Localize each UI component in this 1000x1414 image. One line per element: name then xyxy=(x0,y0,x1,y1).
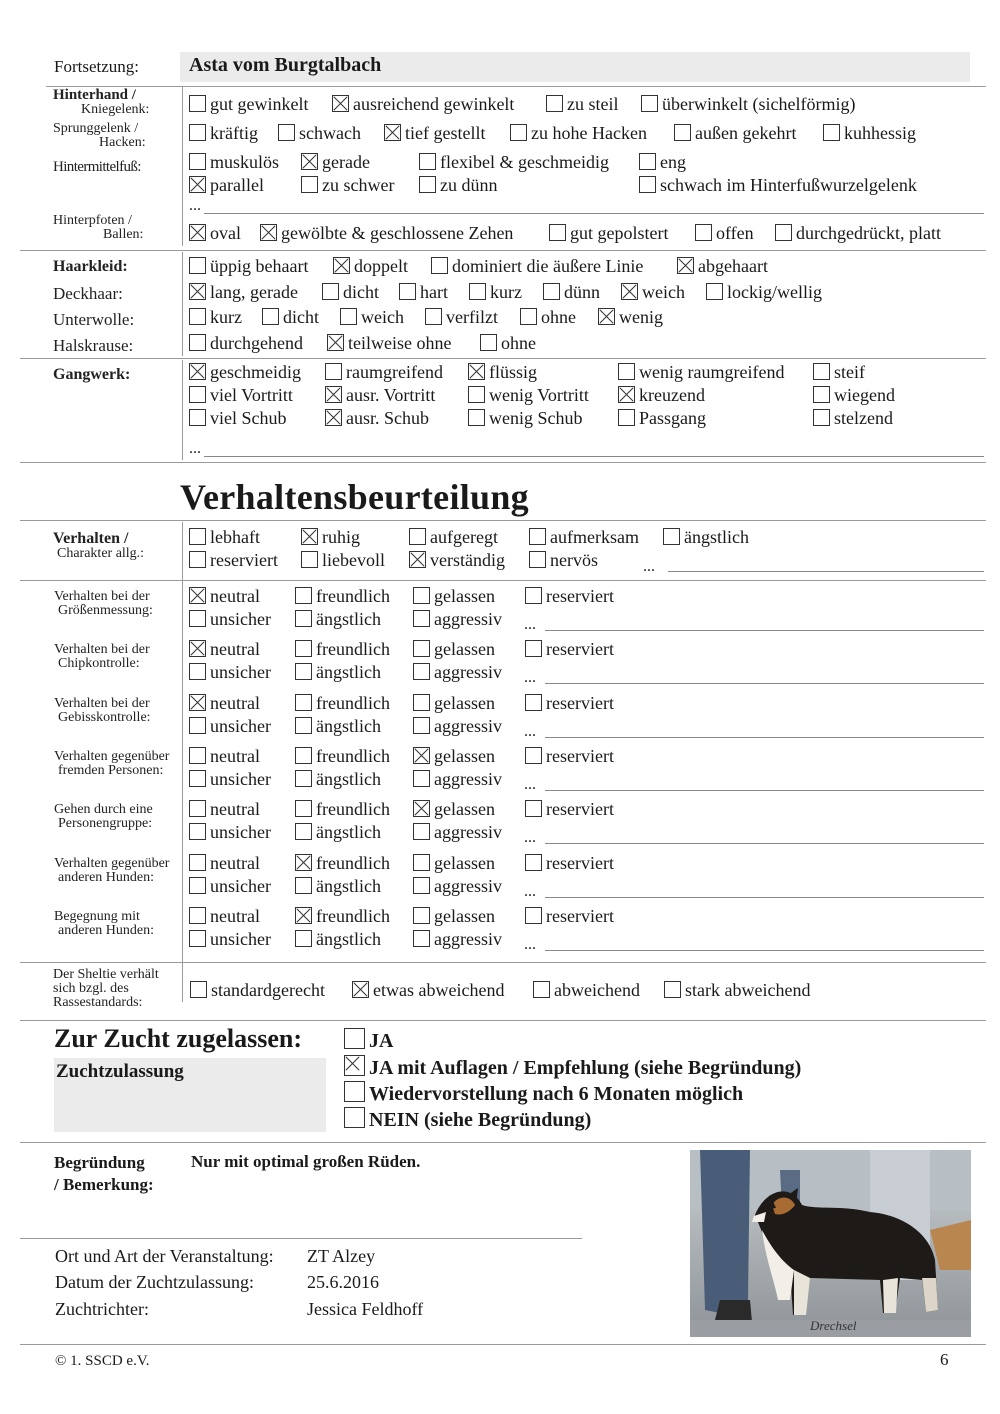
haar-opt-4[interactable]: abgehaart xyxy=(677,256,768,276)
gang-opt-10[interactable]: wiegend xyxy=(813,385,895,405)
checkbox[interactable] xyxy=(413,800,430,817)
checkbox[interactable] xyxy=(295,907,312,924)
checkbox[interactable] xyxy=(520,308,537,325)
richter-label: Zuchtrichter: xyxy=(55,1299,149,1319)
deck-opt-1[interactable]: lang, gerade xyxy=(189,282,298,302)
checkbox[interactable] xyxy=(543,283,560,300)
checkbox[interactable] xyxy=(674,124,691,141)
standard-opt-2[interactable]: etwas abweichend xyxy=(352,980,504,1000)
behavior-label: Verhalten bei der Gebisskontrolle: xyxy=(54,696,151,725)
mittelfuss-opt-2[interactable]: gerade xyxy=(301,152,370,172)
checkbox[interactable] xyxy=(189,124,206,141)
mittelfuss-opt-1[interactable]: muskulös xyxy=(189,152,279,172)
checkbox[interactable] xyxy=(189,640,206,657)
checkbox[interactable] xyxy=(333,257,350,274)
checkbox[interactable] xyxy=(639,176,656,193)
checkbox[interactable] xyxy=(301,551,318,568)
checkbox[interactable] xyxy=(663,528,680,545)
unter-opt-4[interactable]: verfilzt xyxy=(425,307,498,327)
checkbox[interactable] xyxy=(546,95,563,112)
behavior-option[interactable]: unsicher xyxy=(189,609,271,629)
checkbox[interactable] xyxy=(525,694,542,711)
checkbox[interactable] xyxy=(189,409,206,426)
checkbox[interactable] xyxy=(189,663,206,680)
pfoten-opt-4[interactable]: offen xyxy=(695,223,754,243)
behavior-option[interactable]: freundlich xyxy=(295,639,390,659)
dog-photo xyxy=(690,1150,971,1337)
unter-opt-1[interactable]: kurz xyxy=(189,307,242,327)
ellipsis: ... xyxy=(524,829,536,846)
deckhaar-label: Deckhaar: xyxy=(53,284,123,303)
begruendung-label: Begründung / Bemerkung: xyxy=(54,1153,154,1194)
checkbox[interactable] xyxy=(525,907,542,924)
gang-opt-2[interactable]: raumgreifend xyxy=(325,362,443,382)
checkbox[interactable] xyxy=(641,95,658,112)
mittelfuss-opt-4[interactable]: eng xyxy=(639,152,686,172)
checkbox[interactable] xyxy=(480,334,497,351)
behavior-option[interactable]: gelassen xyxy=(413,693,495,713)
checkbox[interactable] xyxy=(413,907,430,924)
behavior-option[interactable]: freundlich xyxy=(295,586,390,606)
hintermittelfuss-label: Hintermittelfuß: xyxy=(53,159,141,175)
behavior-option[interactable]: neutral xyxy=(189,906,260,926)
dog-name: Asta vom Burgtalbach xyxy=(189,54,382,76)
standard-opt-3[interactable]: abweichend xyxy=(533,980,640,1000)
checkbox[interactable] xyxy=(340,308,357,325)
sprung-opt-6[interactable]: kuhhessig xyxy=(823,123,916,143)
checkbox[interactable] xyxy=(189,386,206,403)
checkbox[interactable] xyxy=(413,770,430,787)
checkbox[interactable] xyxy=(189,747,206,764)
checkbox[interactable] xyxy=(344,1055,365,1076)
knie-opt-1[interactable]: gut gewinkelt xyxy=(189,94,308,114)
unterwolle-label: Unterwolle: xyxy=(53,310,135,329)
checkbox[interactable] xyxy=(413,640,430,657)
knie-opt-4[interactable]: überwinkelt (sichelförmig) xyxy=(641,94,855,114)
verhalten-opt-7[interactable]: liebevoll xyxy=(301,550,385,570)
checkbox[interactable] xyxy=(419,153,436,170)
behavior-option[interactable]: ängstlich xyxy=(295,876,381,896)
checkbox[interactable] xyxy=(295,610,312,627)
gang-opt-5[interactable]: steif xyxy=(813,362,865,382)
knie-opt-3[interactable]: zu steil xyxy=(546,94,619,114)
ellipsis: ... xyxy=(524,776,536,793)
checkbox[interactable] xyxy=(413,930,430,947)
checkbox[interactable] xyxy=(525,854,542,871)
checkbox[interactable] xyxy=(189,907,206,924)
ellipsis: ... xyxy=(643,558,655,575)
checkbox[interactable] xyxy=(413,877,430,894)
checkbox[interactable] xyxy=(189,334,206,351)
checkbox[interactable] xyxy=(301,176,318,193)
hals-opt-3[interactable]: ohne xyxy=(480,333,536,353)
behavior-option[interactable]: ängstlich xyxy=(295,769,381,789)
ort-value: ZT Alzey xyxy=(307,1246,376,1266)
gang-opt-7[interactable]: ausr. Vortritt xyxy=(325,385,435,405)
verhalten-label: Verhalten / Charakter allg.: xyxy=(53,530,145,561)
checkbox[interactable] xyxy=(189,770,206,787)
behavior-option[interactable]: reserviert xyxy=(525,906,614,926)
hinterhand-label: Hinterhand / Kniegelenk: xyxy=(53,87,150,117)
deck-opt-7[interactable]: lockig/wellig xyxy=(706,282,822,302)
checkbox[interactable] xyxy=(295,694,312,711)
checkbox[interactable] xyxy=(813,386,830,403)
behavior-option[interactable]: aggressiv xyxy=(413,609,502,629)
verhalten-opt-9[interactable]: nervös xyxy=(529,550,598,570)
checkbox[interactable] xyxy=(813,409,830,426)
dog-photo-image xyxy=(690,1150,971,1337)
checkbox[interactable] xyxy=(525,587,542,604)
footer-copyright: © 1. SSCD e.V. xyxy=(55,1353,150,1369)
verhalten-opt-5[interactable]: ängstlich xyxy=(663,527,749,547)
checkbox[interactable] xyxy=(525,640,542,657)
deck-opt-3[interactable]: hart xyxy=(399,282,448,302)
sprung-opt-4[interactable]: zu hohe Hacken xyxy=(510,123,647,143)
haar-opt-2[interactable]: doppelt xyxy=(333,256,408,276)
deck-opt-2[interactable]: dicht xyxy=(322,282,379,302)
standard-label: Der Sheltie verhält sich bzgl. des Rassestandards: xyxy=(53,967,159,1010)
zucht-title: Zur Zucht zugelassen: xyxy=(54,1024,302,1053)
checkbox[interactable] xyxy=(189,930,206,947)
checkbox[interactable] xyxy=(525,800,542,817)
behavior-option[interactable]: ängstlich xyxy=(295,662,381,682)
sprunggelenk-label: Sprunggelenk / Hacken: xyxy=(53,121,146,150)
ellipsis: ... xyxy=(524,616,536,633)
checkbox[interactable] xyxy=(295,747,312,764)
photo-signature: Drechsel xyxy=(810,1318,857,1333)
checkbox[interactable] xyxy=(413,694,430,711)
checkbox[interactable] xyxy=(823,124,840,141)
datum-value: 25.6.2016 xyxy=(307,1272,379,1292)
gang-opt-1[interactable]: geschmeidig xyxy=(189,362,301,382)
verhalten-opt-1[interactable]: lebhaft xyxy=(189,527,260,547)
mittelfuss-opt-8[interactable]: schwach im Hinterfußwurzelgelenk xyxy=(639,175,917,195)
checkbox[interactable] xyxy=(413,587,430,604)
gang-opt-9[interactable]: kreuzend xyxy=(618,385,705,405)
behavior-option[interactable]: neutral xyxy=(189,586,260,606)
checkbox[interactable] xyxy=(621,283,638,300)
checkbox[interactable] xyxy=(618,409,635,426)
checkbox[interactable] xyxy=(295,877,312,894)
deck-opt-4[interactable]: kurz xyxy=(469,282,522,302)
checkbox[interactable] xyxy=(189,823,206,840)
behavior-option[interactable]: unsicher xyxy=(189,716,271,736)
behavior-label: Begegnung mit anderen Hunden: xyxy=(54,909,155,938)
behavior-option[interactable]: gelassen xyxy=(413,799,495,819)
behavior-option[interactable]: aggressiv xyxy=(413,662,502,682)
behavior-option[interactable]: gelassen xyxy=(413,906,495,926)
checkbox[interactable] xyxy=(189,224,206,241)
unter-opt-3[interactable]: weich xyxy=(340,307,404,327)
checkbox[interactable] xyxy=(189,717,206,734)
behavior-option[interactable]: gelassen xyxy=(413,639,495,659)
checkbox[interactable] xyxy=(468,386,485,403)
ellipsis: ... xyxy=(189,440,201,457)
mittelfuss-opt-6[interactable]: zu schwer xyxy=(301,175,394,195)
gangwerk-label: Gangwerk: xyxy=(53,366,131,383)
checkbox[interactable] xyxy=(344,1028,365,1049)
checkbox[interactable] xyxy=(529,528,546,545)
checkbox[interactable] xyxy=(618,386,635,403)
behavior-option[interactable]: neutral xyxy=(189,693,260,713)
behavior-option[interactable]: freundlich xyxy=(295,853,390,873)
knie-opt-2[interactable]: ausreichend gewinkelt xyxy=(332,94,514,114)
ellipsis: ... xyxy=(524,883,536,900)
behavior-option[interactable]: aggressiv xyxy=(413,716,502,736)
hinterpfoten-label: Hinterpfoten / Ballen: xyxy=(53,213,144,242)
verhalten-opt-3[interactable]: aufgeregt xyxy=(409,527,498,547)
deck-opt-5[interactable]: dünn xyxy=(543,282,600,302)
zucht-opt-2[interactable]: JA mit Auflagen / Empfehlung (siehe Begründung) xyxy=(344,1055,801,1078)
checkbox[interactable] xyxy=(525,747,542,764)
behavior-option[interactable]: reserviert xyxy=(525,853,614,873)
checkbox[interactable] xyxy=(295,930,312,947)
gang-opt-14[interactable]: Passgang xyxy=(618,408,706,428)
checkbox[interactable] xyxy=(189,257,206,274)
checkbox[interactable] xyxy=(664,981,681,998)
checkbox[interactable] xyxy=(431,257,448,274)
checkbox[interactable] xyxy=(189,363,206,380)
checkbox[interactable] xyxy=(278,124,295,141)
checkbox[interactable] xyxy=(295,800,312,817)
checkbox[interactable] xyxy=(409,528,426,545)
checkbox[interactable] xyxy=(295,640,312,657)
gang-opt-11[interactable]: viel Schub xyxy=(189,408,287,428)
behavior-option[interactable]: aggressiv xyxy=(413,822,502,842)
mittelfuss-opt-5[interactable]: parallel xyxy=(189,175,264,195)
continuation-label: Fortsetzung: xyxy=(54,57,139,76)
verhalten-opt-8[interactable]: verständig xyxy=(409,550,505,570)
checkbox[interactable] xyxy=(189,308,206,325)
checkbox[interactable] xyxy=(190,981,207,998)
behavior-option[interactable]: unsicher xyxy=(189,769,271,789)
ellipsis: ... xyxy=(524,723,536,740)
verhalten-opt-4[interactable]: aufmerksam xyxy=(529,527,639,547)
behavior-option[interactable]: aggressiv xyxy=(413,929,502,949)
gang-opt-12[interactable]: ausr. Schub xyxy=(325,408,429,428)
sprung-opt-1[interactable]: kräftig xyxy=(189,123,258,143)
zucht-opt-4[interactable]: NEIN (siehe Begründung) xyxy=(344,1107,591,1130)
behavior-option[interactable]: ängstlich xyxy=(295,822,381,842)
behavior-label: Verhalten gegenüber fremden Personen: xyxy=(54,749,170,778)
checkbox[interactable] xyxy=(295,823,312,840)
checkbox[interactable] xyxy=(399,283,416,300)
zucht-opt-3[interactable]: Wiedervorstellung nach 6 Monaten möglich xyxy=(344,1081,743,1104)
checkbox[interactable] xyxy=(468,409,485,426)
behavior-option[interactable]: unsicher xyxy=(189,662,271,682)
behavior-option[interactable]: unsicher xyxy=(189,822,271,842)
behavior-option[interactable]: unsicher xyxy=(189,929,271,949)
checkbox[interactable] xyxy=(301,153,318,170)
gang-opt-15[interactable]: stelzend xyxy=(813,408,893,428)
page-number: 6 xyxy=(940,1350,949,1369)
ellipsis: ... xyxy=(189,197,201,214)
behavior-option[interactable]: ängstlich xyxy=(295,929,381,949)
behavior-option[interactable]: aggressiv xyxy=(413,876,502,896)
checkbox[interactable] xyxy=(295,663,312,680)
behavior-option[interactable]: neutral xyxy=(189,639,260,659)
behavior-option[interactable]: aggressiv xyxy=(413,769,502,789)
unter-opt-5[interactable]: ohne xyxy=(520,307,576,327)
verhalten-opt-6[interactable]: reserviert xyxy=(189,550,278,570)
checkbox[interactable] xyxy=(322,283,339,300)
checkbox[interactable] xyxy=(295,770,312,787)
checkbox[interactable] xyxy=(409,551,426,568)
checkbox[interactable] xyxy=(189,153,206,170)
haarkleid-label: Haarkleid: xyxy=(53,258,128,275)
gang-opt-6[interactable]: viel Vortritt xyxy=(189,385,293,405)
standard-opt-4[interactable]: stark abweichend xyxy=(664,980,810,1000)
checkbox[interactable] xyxy=(413,823,430,840)
behavior-label: Verhalten bei der Größenmessung: xyxy=(54,589,153,618)
behavior-label: Verhalten bei der Chipkontrolle: xyxy=(54,642,150,671)
verhalten-opt-2[interactable]: ruhig xyxy=(301,527,360,547)
behavior-option[interactable]: ängstlich xyxy=(295,609,381,629)
checkbox[interactable] xyxy=(189,176,206,193)
ellipsis: ... xyxy=(524,669,536,686)
checkbox[interactable] xyxy=(695,224,712,241)
behavior-option[interactable]: unsicher xyxy=(189,876,271,896)
checkbox[interactable] xyxy=(325,386,342,403)
mittelfuss-opt-3[interactable]: flexibel & geschmeidig xyxy=(419,152,609,172)
sprung-opt-2[interactable]: schwach xyxy=(278,123,361,143)
behavior-option[interactable]: gelassen xyxy=(413,746,495,766)
checkbox[interactable] xyxy=(469,283,486,300)
unter-opt-6[interactable]: wenig xyxy=(598,307,663,327)
gang-opt-4[interactable]: wenig raumgreifend xyxy=(618,362,784,382)
checkbox[interactable] xyxy=(295,587,312,604)
begruendung-text: Nur mit optimal großen Rüden. xyxy=(191,1152,421,1171)
hals-opt-1[interactable]: durchgehend xyxy=(189,333,303,353)
checkbox[interactable] xyxy=(598,308,615,325)
behavior-option[interactable]: freundlich xyxy=(295,906,390,926)
hals-opt-2[interactable]: teilweise ohne xyxy=(327,333,451,353)
section-title: Verhaltensbeurteilung xyxy=(180,477,529,517)
behavior-option[interactable]: reserviert xyxy=(525,586,614,606)
checkbox[interactable] xyxy=(384,124,401,141)
haar-opt-1[interactable]: üppig behaart xyxy=(189,256,308,276)
checkbox[interactable] xyxy=(325,409,342,426)
checkbox[interactable] xyxy=(189,95,206,112)
gang-opt-3[interactable]: flüssig xyxy=(468,362,537,382)
checkbox[interactable] xyxy=(639,153,656,170)
pfoten-opt-3[interactable]: gut gepolstert xyxy=(549,223,668,243)
behavior-option[interactable]: gelassen xyxy=(413,586,495,606)
behavior-option[interactable]: freundlich xyxy=(295,693,390,713)
sprung-opt-5[interactable]: außen gekehrt xyxy=(674,123,796,143)
checkbox[interactable] xyxy=(413,717,430,734)
pfoten-opt-1[interactable]: oval xyxy=(189,223,241,243)
halskrause-label: Halskrause: xyxy=(53,336,134,355)
behavior-option[interactable]: reserviert xyxy=(525,746,614,766)
standard-opt-1[interactable]: standardgerecht xyxy=(190,980,325,1000)
checkbox[interactable] xyxy=(301,528,318,545)
checkbox[interactable] xyxy=(775,224,792,241)
datum-label: Datum der Zuchtzulassung: xyxy=(55,1272,254,1292)
gang-opt-13[interactable]: wenig Schub xyxy=(468,408,583,428)
checkbox[interactable] xyxy=(352,981,369,998)
checkbox[interactable] xyxy=(295,854,312,871)
checkbox[interactable] xyxy=(189,610,206,627)
zucht-opt-1[interactable]: JA xyxy=(344,1028,393,1051)
checkbox[interactable] xyxy=(260,224,277,241)
checkbox[interactable] xyxy=(813,363,830,380)
checkbox[interactable] xyxy=(189,877,206,894)
checkbox[interactable] xyxy=(189,694,206,711)
checkbox[interactable] xyxy=(549,224,566,241)
richter-value: Jessica Feldhoff xyxy=(307,1299,424,1319)
behavior-option[interactable]: reserviert xyxy=(525,799,614,819)
checkbox[interactable] xyxy=(262,308,279,325)
checkbox[interactable] xyxy=(327,334,344,351)
checkbox[interactable] xyxy=(189,528,206,545)
sprung-opt-3[interactable]: tief gestellt xyxy=(384,123,485,143)
unter-opt-2[interactable]: dicht xyxy=(262,307,319,327)
behavior-label: Verhalten gegenüber anderen Hunden: xyxy=(54,856,170,885)
gang-opt-8[interactable]: wenig Vortritt xyxy=(468,385,589,405)
behavior-option[interactable]: freundlich xyxy=(295,799,390,819)
ellipsis: ... xyxy=(524,936,536,953)
checkbox[interactable] xyxy=(189,283,206,300)
checkbox[interactable] xyxy=(425,308,442,325)
haar-opt-3[interactable]: dominiert die äußere Linie xyxy=(431,256,643,276)
checkbox[interactable] xyxy=(413,854,430,871)
zucht-subtitle: Zuchtzulassung xyxy=(56,1061,184,1082)
checkbox[interactable] xyxy=(618,363,635,380)
checkbox[interactable] xyxy=(413,610,430,627)
checkbox[interactable] xyxy=(413,747,430,764)
checkbox[interactable] xyxy=(189,854,206,871)
behavior-option[interactable]: reserviert xyxy=(525,639,614,659)
checkbox[interactable] xyxy=(295,717,312,734)
checkbox[interactable] xyxy=(413,663,430,680)
mittelfuss-opt-7[interactable]: zu dünn xyxy=(419,175,498,195)
behavior-option[interactable]: freundlich xyxy=(295,746,390,766)
deck-opt-6[interactable]: weich xyxy=(621,282,685,302)
behavior-option[interactable]: reserviert xyxy=(525,693,614,713)
checkbox[interactable] xyxy=(677,257,694,274)
checkbox[interactable] xyxy=(706,283,723,300)
checkbox[interactable] xyxy=(344,1107,365,1128)
checkbox[interactable] xyxy=(344,1081,365,1102)
checkbox[interactable] xyxy=(468,363,485,380)
ort-label: Ort und Art der Veranstaltung: xyxy=(55,1246,274,1266)
checkbox[interactable] xyxy=(533,981,550,998)
checkbox[interactable] xyxy=(189,587,206,604)
behavior-label: Gehen durch eine Personengruppe: xyxy=(54,802,153,831)
pfoten-opt-2[interactable]: gewölbte & geschlossene Zehen xyxy=(260,223,513,243)
checkbox[interactable] xyxy=(189,551,206,568)
checkbox[interactable] xyxy=(419,176,436,193)
pfoten-opt-5[interactable]: durchgedrückt, platt xyxy=(775,223,941,243)
checkbox[interactable] xyxy=(189,800,206,817)
behavior-option[interactable]: ängstlich xyxy=(295,716,381,736)
checkbox[interactable] xyxy=(325,363,342,380)
behavior-option[interactable]: gelassen xyxy=(413,853,495,873)
checkbox[interactable] xyxy=(510,124,527,141)
checkbox[interactable] xyxy=(529,551,546,568)
behavior-option[interactable]: neutral xyxy=(189,799,260,819)
behavior-option[interactable]: neutral xyxy=(189,746,260,766)
checkbox[interactable] xyxy=(332,95,349,112)
behavior-option[interactable]: neutral xyxy=(189,853,260,873)
